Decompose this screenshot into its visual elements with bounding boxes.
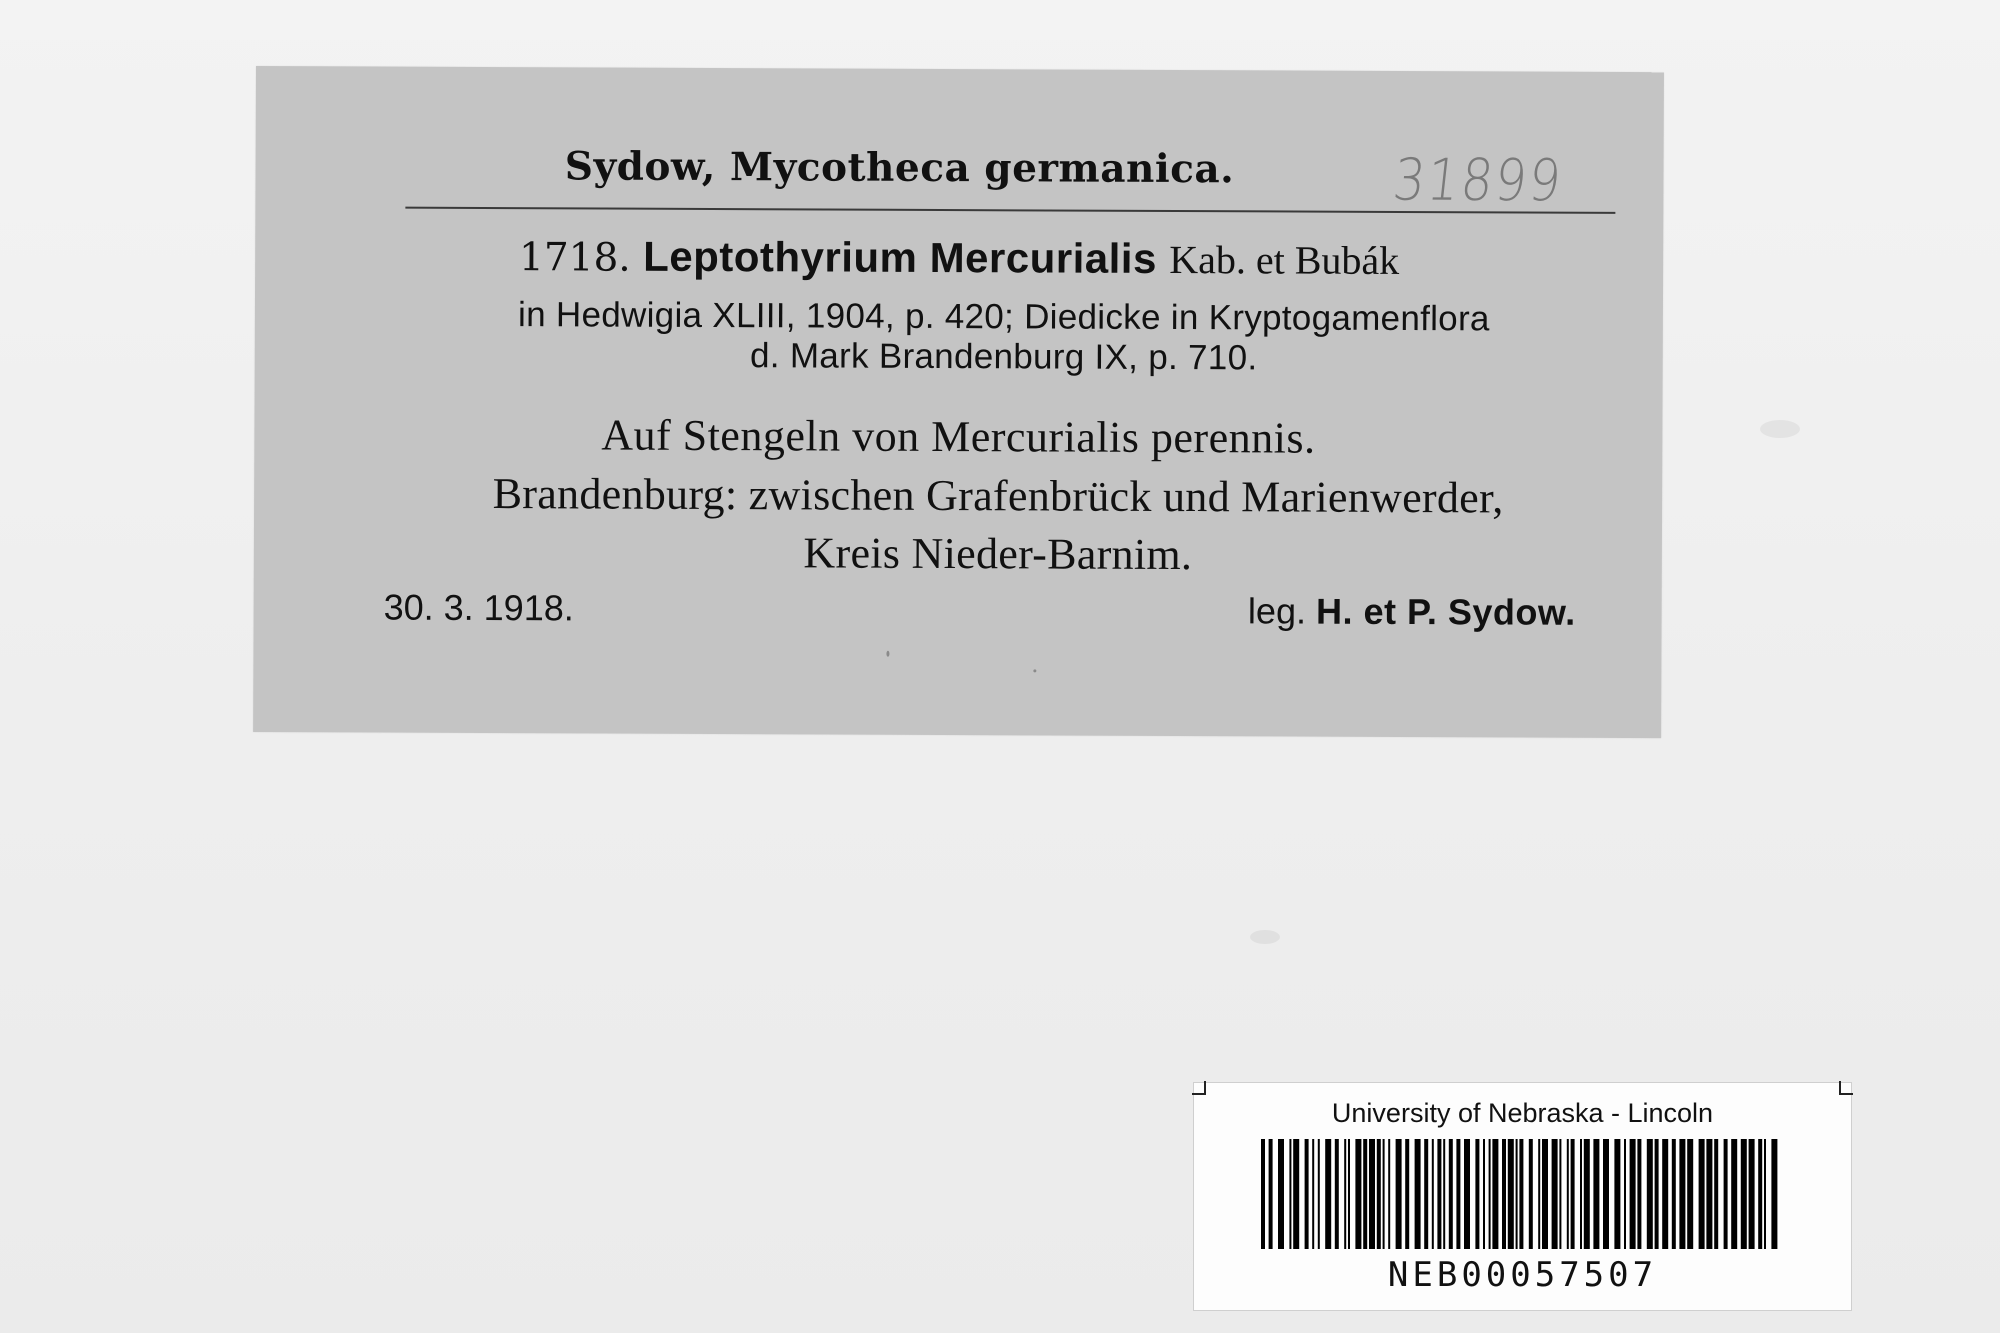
locality-line: Kreis Nieder-Barnim. xyxy=(803,528,1193,580)
entry-number: 1718. xyxy=(518,235,631,281)
paper-smudge xyxy=(1760,420,1800,438)
barcode-bar xyxy=(1278,1139,1284,1249)
taxon-line xyxy=(255,231,1663,285)
barcode-bar xyxy=(1305,1139,1309,1249)
species-authority: Kab. et Bubák xyxy=(1169,236,1400,283)
barcode-bar xyxy=(1571,1139,1575,1249)
barcode-bar xyxy=(1437,1139,1441,1249)
barcode-bar xyxy=(1741,1139,1747,1249)
barcode-bar xyxy=(1475,1139,1479,1249)
citation xyxy=(385,295,1623,380)
barcode-bar xyxy=(1672,1139,1676,1249)
barcode-bar xyxy=(1325,1139,1331,1249)
barcode-bar xyxy=(1492,1139,1498,1249)
barcode-bar xyxy=(1344,1139,1346,1249)
barcode-bar xyxy=(1647,1139,1653,1249)
barcode-bar xyxy=(1489,1139,1491,1249)
barcode-bar xyxy=(1764,1139,1766,1249)
barcode-bar xyxy=(1261,1139,1265,1249)
barcode-bar xyxy=(1415,1139,1421,1249)
species-name: Leptothyrium Mercurialis xyxy=(643,232,1158,282)
paper-speck xyxy=(1033,669,1036,672)
locality xyxy=(374,465,1622,586)
barcode-bar xyxy=(1529,1139,1533,1249)
barcode-bar xyxy=(1603,1139,1609,1249)
barcode-bar xyxy=(1396,1139,1402,1249)
barcode-bar xyxy=(1538,1139,1540,1249)
barcode-bar xyxy=(1269,1139,1273,1249)
barcode-bar xyxy=(1637,1139,1641,1249)
locality-line: Brandenburg: zwischen Grafenbrück und Marienwerder, xyxy=(492,469,1504,523)
barcode-bar xyxy=(1699,1139,1705,1249)
barcode-bar xyxy=(1655,1139,1659,1249)
barcode-bar xyxy=(1318,1139,1320,1249)
barcode-bar xyxy=(1624,1139,1626,1249)
barcode-bar xyxy=(1771,1139,1777,1249)
barcode-bar xyxy=(1706,1139,1712,1249)
barcode-bar xyxy=(1580,1139,1582,1249)
barcode-bars xyxy=(1261,1139,1785,1249)
barcode-bar xyxy=(1593,1139,1599,1249)
barcode-label xyxy=(1193,1082,1852,1311)
barcode-bar xyxy=(1363,1139,1367,1249)
barcode-bar xyxy=(1731,1139,1737,1249)
barcode-bar xyxy=(1443,1139,1445,1249)
barcode-bar xyxy=(1614,1139,1620,1249)
habitat: Auf Stengeln von Mercurialis perennis. xyxy=(601,410,1316,463)
handwritten-accession-number: 31899 xyxy=(1389,146,1567,215)
barcode-bar xyxy=(1432,1139,1434,1249)
label-title: Sydow, Mycotheca germanica. xyxy=(564,143,1235,193)
barcode-bar xyxy=(1456,1139,1460,1249)
crop-mark xyxy=(1192,1081,1206,1095)
barcode-bar xyxy=(1567,1139,1569,1249)
barcode-bar xyxy=(1542,1139,1548,1249)
barcode-bar xyxy=(1335,1139,1339,1249)
leg-prefix: leg. xyxy=(1247,590,1307,632)
barcode-bar xyxy=(1508,1139,1514,1249)
barcode-bar xyxy=(1383,1139,1385,1249)
barcode-bar xyxy=(1519,1139,1523,1249)
barcode-bar xyxy=(1662,1139,1668,1249)
barcode-bar xyxy=(1348,1139,1350,1249)
barcode-bar xyxy=(1749,1139,1755,1249)
barcode-bar xyxy=(1483,1139,1485,1249)
barcode-bar xyxy=(1293,1139,1299,1249)
barcode-bar xyxy=(1377,1139,1381,1249)
barcode-bar xyxy=(1559,1139,1561,1249)
barcode-bar xyxy=(1464,1139,1470,1249)
barcode-bar xyxy=(1679,1139,1685,1249)
citation-line: d. Mark Brandenburg IX, p. 710. xyxy=(749,336,1258,378)
barcode-bar xyxy=(1369,1139,1375,1249)
collectors: H. et P. Sydow. xyxy=(1315,590,1576,633)
citation-line: in Hedwigia XLIII, 1904, p. 420; Diedicke in Kryptogamenflora xyxy=(518,295,1490,339)
barcode-bar xyxy=(1424,1139,1428,1249)
collection-date: 30. 3. 1918. xyxy=(383,586,574,629)
crop-mark xyxy=(1839,1081,1853,1095)
barcode-bar xyxy=(1449,1139,1453,1249)
barcode-bar xyxy=(1758,1139,1762,1249)
paper-speck xyxy=(886,651,889,657)
barcode-number: NEB00057507 xyxy=(1387,1255,1658,1295)
specimen-label xyxy=(253,66,1664,738)
paper-smudge xyxy=(1250,930,1280,944)
barcode-bar xyxy=(1312,1139,1314,1249)
barcode-bar xyxy=(1630,1139,1636,1249)
barcode-bar xyxy=(1502,1139,1506,1249)
barcode-bar xyxy=(1552,1139,1558,1249)
institution-name: University of Nebraska - Lincoln xyxy=(1331,1098,1714,1128)
barcode-bar xyxy=(1355,1139,1361,1249)
barcode-bar xyxy=(1724,1139,1728,1249)
barcode-bar xyxy=(1405,1139,1409,1249)
barcode-bar xyxy=(1584,1139,1590,1249)
barcode-bar xyxy=(1687,1139,1693,1249)
barcode-bar xyxy=(1388,1139,1390,1249)
collectors-line xyxy=(1248,590,1576,633)
barcode-bar xyxy=(1714,1139,1718,1249)
barcode-bar xyxy=(1516,1139,1518,1249)
barcode-bar xyxy=(1289,1139,1291,1249)
